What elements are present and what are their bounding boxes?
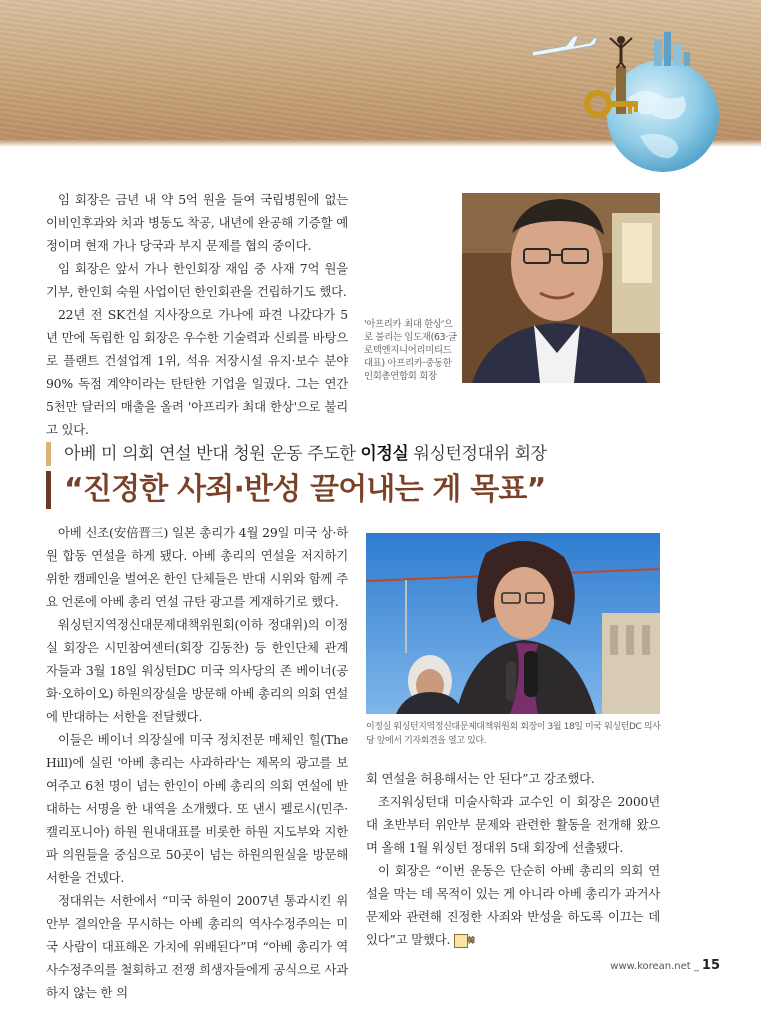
article2-paragraph bbox=[366, 859, 660, 951]
subhead-person-name: 이정실 bbox=[360, 444, 409, 464]
subhead-lead: 아베 미 의회 연설 반대 청원 운동 주도한 bbox=[64, 444, 361, 464]
article2-subhead bbox=[46, 442, 696, 466]
subhead-accent-bar bbox=[46, 442, 51, 466]
article2-paragraph: 이들은 베이너 의장실에 미국 정치전문 매체인 힐(The Hill)에 실린 '아베 총리는 사과하라'는 제목의 광고를 보여주고 6천 명이 넘는 한인이 아베 총리의 의회 연설에 반대하는 서명을 한 내역을 소개했다. 또 낸시 펠로시(민주·캘리포니아) 하원 원내대표를 비롯한 하원 지도부와 지한파 의원들을 중심으로 50곳이 넘는 하원의원실을 방문해 서한을 건넸다. bbox=[46, 732, 348, 885]
subhead-title: 워싱턴정대위 회장 bbox=[408, 444, 547, 464]
page-number: 15 bbox=[701, 958, 720, 973]
photo-lim-dojae bbox=[462, 193, 660, 383]
photo-lee-jungsil-press-conference bbox=[366, 533, 660, 714]
article2-paragraph: 아베 신조(安倍晋三) 일본 총리가 4월 29일 미국 상·하원 합동 연설을 하게 됐다. 아베 총리의 연설을 저지하기 위한 캠페인을 벌여온 한인 단체들은 반대 시위와 함께 주요 언론에 아베 총리 연설 규탄 광고를 게재하기로 했다. bbox=[46, 525, 348, 609]
headline-accent-bar bbox=[46, 471, 51, 509]
article2-paragraph: 회 연설을 허용해서는 안 된다”고 강조했다. bbox=[366, 771, 595, 786]
article2-last-sentence: 이 회장은 “이번 운동은 단순히 아베 총리의 의회 연설을 막는 데 목적이 있는 게 아니라 아베 총리가 과거사 문제와 관련해 진정한 사죄와 반성을 하도록 이끄는 데 있다”고 말했다. bbox=[366, 863, 660, 947]
article1-photo-caption: '아프리카 최대 한상'으로 불리는 임도재(63·글로텍엔지니어리미티드 대표) 아프리카·중동한인회총연합회 회장 bbox=[364, 319, 457, 382]
page-footer bbox=[560, 958, 720, 973]
article2-paragraph: 워싱턴지역정신대문제대책위원회(이하 정대위)의 이정실 회장은 시민참여센터(회장 김동찬) 등 한인단체 관계자들과 3월 18일 워싱턴DC 미국 의사당의 존 베이너(공화·오하이오) 하원의장실을 방문해 아베 총리의 의회 연설에 반대하는 서한을 전달했다. bbox=[46, 617, 348, 724]
footer-site: www.korean.net _ bbox=[610, 961, 699, 972]
korea-end-mark-icon: 韓 bbox=[454, 934, 468, 948]
article1-paragraph: 22년 전 SK건설 지사장으로 가나에 파견 나갔다가 5년 만에 독립한 임 회장은 우수한 기술력과 신뢰를 바탕으로 플랜트 건설업계 1위, 석유 저장시설 유지·보수 분야 90% 독점 계약이라는 탄탄한 기업을 일궜다. 그는 연간 5천만 달러의 매출을 올려 '아프리카 최대 한상'으로 불리고 있다. bbox=[46, 307, 348, 437]
article2-paragraph: 조지워싱턴대 미술사학과 교수인 이 회장은 2000년대 초반부터 위안부 문제와 관련한 활동을 전개해 왔으며 올해 1월 워싱턴 정대위 5대 회장에 선출됐다. bbox=[366, 794, 660, 855]
globe-key-illustration-icon bbox=[528, 18, 728, 178]
article2-body-col2 bbox=[366, 767, 660, 951]
article2-photo-caption: 이정실 워싱턴지역정신대문제대책위원회 회장이 3월 18일 미국 워싱턴DC 의사당 앞에서 기자회견을 열고 있다. bbox=[366, 722, 661, 746]
headline-text: “진정한 사죄·반성 끌어내는 게 목표” bbox=[64, 472, 546, 507]
article1-paragraph: 임 회장은 금년 내 약 5억 원을 들여 국립병원에 없는 이비인후과와 치과 병동도 착공, 내년에 완공해 기증할 예정이며 현재 가나 당국과 부지 문제를 협의 중이다. bbox=[46, 192, 348, 253]
article2-headline bbox=[46, 471, 696, 509]
subhead-text bbox=[64, 442, 547, 466]
article1-body bbox=[46, 188, 348, 441]
article2-paragraph: 정대위는 서한에서 “미국 하원이 2007년 통과시킨 위안부 결의안을 무시하는 아베 총리의 역사수정주의는 미국 사람이 대표해온 가치에 위배된다”며 “아베 총리가 역사수정주의를 철회하고 전쟁 희생자들에게 공식으로 사과하지 않는 한 의 bbox=[46, 893, 348, 1000]
article1-paragraph: 임 회장은 앞서 가나 한인회장 재임 중 사재 7억 원을 기부, 한인회 숙원 사업이던 한인회관을 건립하기도 했다. bbox=[46, 261, 348, 299]
article2-body-col1 bbox=[46, 521, 348, 1004]
